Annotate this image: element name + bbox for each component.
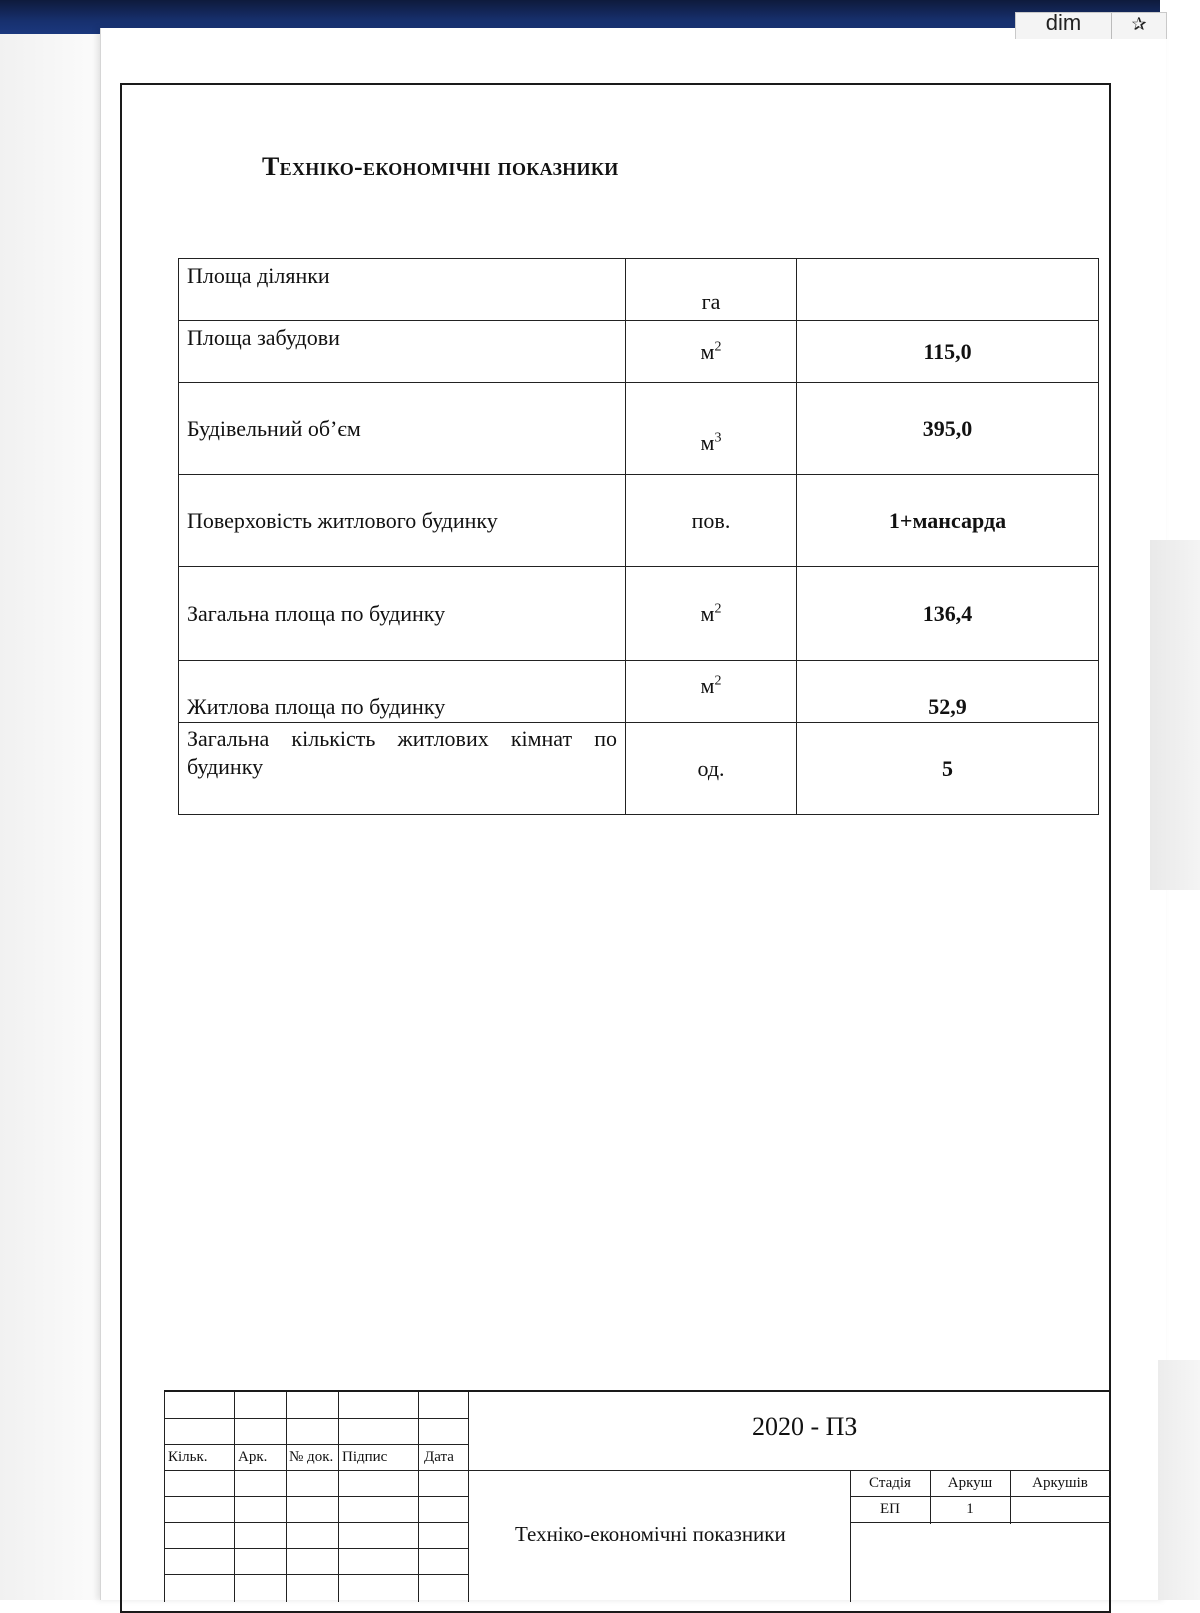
table-row [179, 723, 1099, 815]
row-name: Будівельний об’єм [179, 383, 626, 475]
title-block [164, 1390, 1111, 1602]
table-row [179, 661, 1099, 723]
row-name: Житлова площа по будинку [179, 661, 626, 723]
row-unit: $м^3$ [626, 383, 797, 475]
logo-star-icon: ✰ [1131, 14, 1147, 34]
row-name: Площа забудови [179, 321, 626, 383]
logo-text: dim [1016, 13, 1112, 39]
sheets-label: Аркушів [1032, 1475, 1088, 1491]
row-value: 1+мансарда [797, 475, 1099, 567]
row-name: Поверховість житлового будинку [179, 475, 626, 567]
document-title: Техніко-економічні показники [515, 1522, 786, 1546]
table-row [179, 259, 1099, 321]
row-name: Загальна площа по будинку [179, 567, 626, 661]
row-value: 136,4 [797, 567, 1099, 661]
row-unit: пов. [626, 475, 797, 567]
row-unit: $м^2$ [626, 321, 797, 383]
row-unit: $м^2$ [626, 567, 797, 661]
row-value: 395,0 [797, 383, 1099, 475]
row-unit: $м^2$ [626, 661, 797, 723]
row-value: 5 [797, 723, 1099, 815]
stage-value: ЕП [880, 1501, 900, 1517]
table-row [179, 383, 1099, 475]
row-unit: га [626, 259, 797, 321]
row-unit: од. [626, 723, 797, 815]
site-logo [1015, 12, 1167, 39]
indicators-table [178, 258, 1099, 815]
page-title: Техніко-економічні показники [262, 152, 619, 181]
table-row [179, 475, 1099, 567]
row-value: 115,0 [797, 321, 1099, 383]
table-row [179, 321, 1099, 383]
row-value [797, 259, 1099, 321]
col-kilk-label: Кільк. [168, 1449, 208, 1465]
sheet-value: 1 [966, 1501, 974, 1517]
stage-label: Стадія [869, 1475, 911, 1491]
sheet-label: Аркуш [947, 1475, 993, 1491]
col-doc-label: № док. [289, 1449, 334, 1465]
table-row [179, 567, 1099, 661]
row-name: Площа ділянки [179, 259, 626, 321]
col-sign-label: Підпис [342, 1449, 388, 1465]
document-code: 2020 - ПЗ [752, 1412, 858, 1441]
scan-right-strip [1150, 540, 1200, 890]
col-ark-label: Арк. [238, 1449, 268, 1465]
row-name: Загальна кількість житлових кімнат по будинку [179, 723, 626, 815]
scan-right-strip-lower [1158, 1360, 1200, 1600]
col-date-label: Дата [424, 1449, 454, 1465]
row-value: 52,9 [797, 661, 1099, 723]
